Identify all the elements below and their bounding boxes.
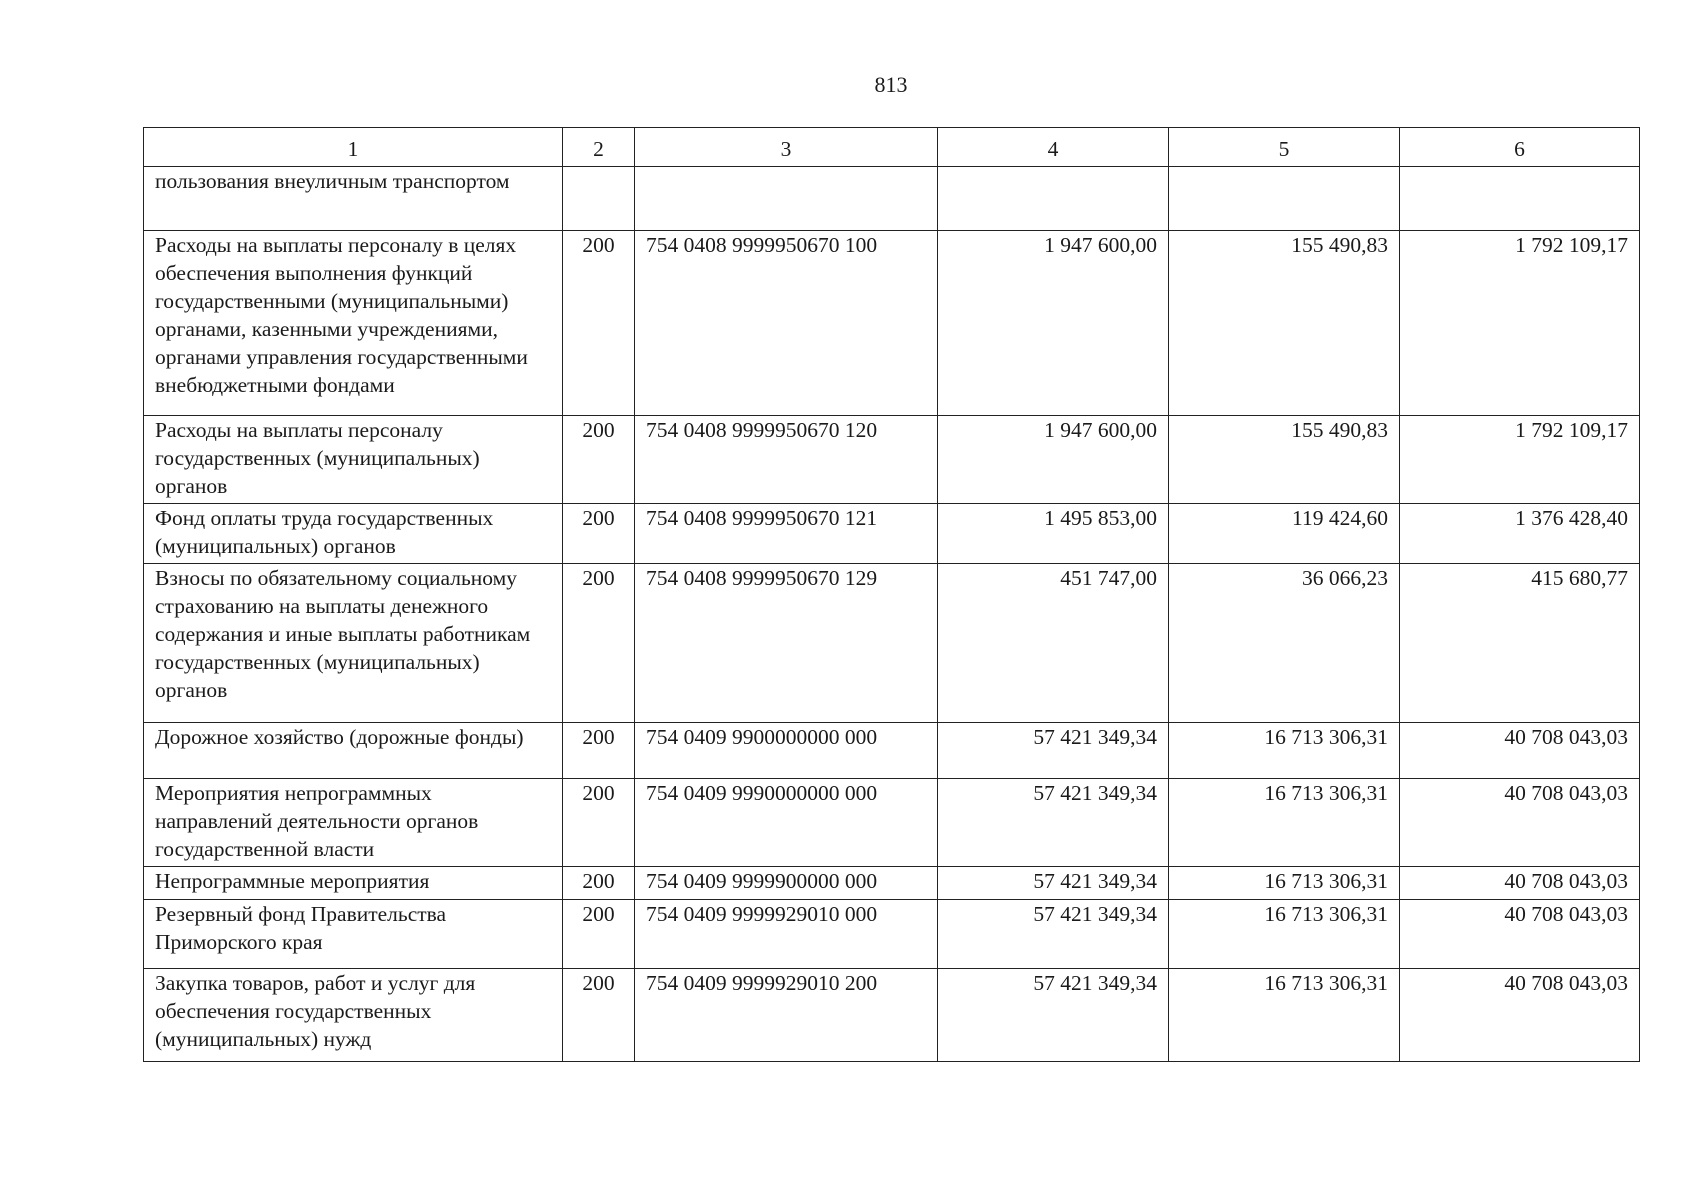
row-amount-executed bbox=[1169, 167, 1400, 231]
row-amount-unexecuted bbox=[1400, 167, 1640, 231]
row-classification-code: 754 0409 9900000000 000 bbox=[635, 723, 938, 779]
row-amount-unexecuted: 1 792 109,17 bbox=[1400, 231, 1640, 416]
row-amount-executed: 16 713 306,31 bbox=[1169, 723, 1400, 779]
row-amount-approved: 451 747,00 bbox=[938, 564, 1169, 723]
row-amount-unexecuted: 40 708 043,03 bbox=[1400, 867, 1640, 900]
column-header-3: 3 bbox=[635, 128, 938, 167]
column-header-1: 1 bbox=[144, 128, 563, 167]
column-header-6: 6 bbox=[1400, 128, 1640, 167]
table-row bbox=[144, 867, 1640, 900]
row-name: Взносы по обязательному социальному страхованию на выплаты денежного содержания и иные выплаты работникам государственных (муниципальных) органов bbox=[144, 564, 563, 723]
row-classification-code bbox=[635, 167, 938, 231]
row-code: 200 bbox=[563, 900, 635, 969]
row-amount-executed: 155 490,83 bbox=[1169, 416, 1400, 504]
row-code: 200 bbox=[563, 723, 635, 779]
table-row bbox=[144, 900, 1640, 969]
row-classification-code: 754 0409 9990000000 000 bbox=[635, 779, 938, 867]
table-row bbox=[144, 779, 1640, 867]
row-amount-unexecuted: 40 708 043,03 bbox=[1400, 969, 1640, 1062]
page-number: 813 bbox=[874, 72, 908, 97]
row-name: Фонд оплаты труда государственных (муниципальных) органов bbox=[144, 504, 563, 564]
row-amount-approved: 1 947 600,00 bbox=[938, 416, 1169, 504]
table-header-row bbox=[144, 128, 1640, 167]
row-classification-code: 754 0408 9999950670 120 bbox=[635, 416, 938, 504]
row-classification-code: 754 0409 9999929010 000 bbox=[635, 900, 938, 969]
row-name: Резервный фонд Правительства Приморского края bbox=[144, 900, 563, 969]
table-row bbox=[144, 167, 1640, 231]
row-amount-approved: 57 421 349,34 bbox=[938, 969, 1169, 1062]
column-header-4: 4 bbox=[938, 128, 1169, 167]
row-classification-code: 754 0409 9999900000 000 bbox=[635, 867, 938, 900]
row-name: Мероприятия непрограммных направлений деятельности органов государственной власти bbox=[144, 779, 563, 867]
row-code: 200 bbox=[563, 231, 635, 416]
table-row bbox=[144, 564, 1640, 723]
row-classification-code: 754 0408 9999950670 121 bbox=[635, 504, 938, 564]
table-row bbox=[144, 969, 1640, 1062]
row-name: Расходы на выплаты персоналу в целях обеспечения выполнения функций государственными (муниципальными) органами, казенными учреждениями, органами управления государственными внебюджетными фондами bbox=[144, 231, 563, 416]
row-code: 200 bbox=[563, 504, 635, 564]
row-amount-executed: 36 066,23 bbox=[1169, 564, 1400, 723]
table-row bbox=[144, 231, 1640, 416]
row-name: Расходы на выплаты персоналу государственных (муниципальных) органов bbox=[144, 416, 563, 504]
row-classification-code: 754 0409 9999929010 200 bbox=[635, 969, 938, 1062]
row-amount-executed: 16 713 306,31 bbox=[1169, 969, 1400, 1062]
row-name: пользования внеуличным транспортом bbox=[144, 167, 563, 231]
row-amount-executed: 16 713 306,31 bbox=[1169, 900, 1400, 969]
row-name: Закупка товаров, работ и услуг для обеспечения государственных (муниципальных) нужд bbox=[144, 969, 563, 1062]
table-row bbox=[144, 504, 1640, 564]
row-classification-code: 754 0408 9999950670 129 bbox=[635, 564, 938, 723]
row-amount-unexecuted: 40 708 043,03 bbox=[1400, 900, 1640, 969]
budget-table bbox=[143, 127, 1640, 1062]
row-amount-approved: 57 421 349,34 bbox=[938, 867, 1169, 900]
row-amount-unexecuted: 1 792 109,17 bbox=[1400, 416, 1640, 504]
row-amount-executed: 16 713 306,31 bbox=[1169, 779, 1400, 867]
table-row bbox=[144, 723, 1640, 779]
row-classification-code: 754 0408 9999950670 100 bbox=[635, 231, 938, 416]
row-amount-unexecuted: 415 680,77 bbox=[1400, 564, 1640, 723]
row-code: 200 bbox=[563, 867, 635, 900]
row-amount-approved: 1 495 853,00 bbox=[938, 504, 1169, 564]
row-code: 200 bbox=[563, 416, 635, 504]
row-code: 200 bbox=[563, 564, 635, 723]
column-header-2: 2 bbox=[563, 128, 635, 167]
row-amount-unexecuted: 40 708 043,03 bbox=[1400, 723, 1640, 779]
row-amount-approved bbox=[938, 167, 1169, 231]
row-code: 200 bbox=[563, 969, 635, 1062]
row-amount-approved: 57 421 349,34 bbox=[938, 723, 1169, 779]
row-amount-unexecuted: 40 708 043,03 bbox=[1400, 779, 1640, 867]
row-code: 200 bbox=[563, 779, 635, 867]
row-amount-executed: 16 713 306,31 bbox=[1169, 867, 1400, 900]
column-header-5: 5 bbox=[1169, 128, 1400, 167]
row-name: Непрограммные мероприятия bbox=[144, 867, 563, 900]
row-name: Дорожное хозяйство (дорожные фонды) bbox=[144, 723, 563, 779]
row-amount-approved: 57 421 349,34 bbox=[938, 779, 1169, 867]
row-amount-approved: 57 421 349,34 bbox=[938, 900, 1169, 969]
row-amount-executed: 155 490,83 bbox=[1169, 231, 1400, 416]
row-amount-executed: 119 424,60 bbox=[1169, 504, 1400, 564]
row-amount-unexecuted: 1 376 428,40 bbox=[1400, 504, 1640, 564]
table-row bbox=[144, 416, 1640, 504]
row-amount-approved: 1 947 600,00 bbox=[938, 231, 1169, 416]
row-code bbox=[563, 167, 635, 231]
